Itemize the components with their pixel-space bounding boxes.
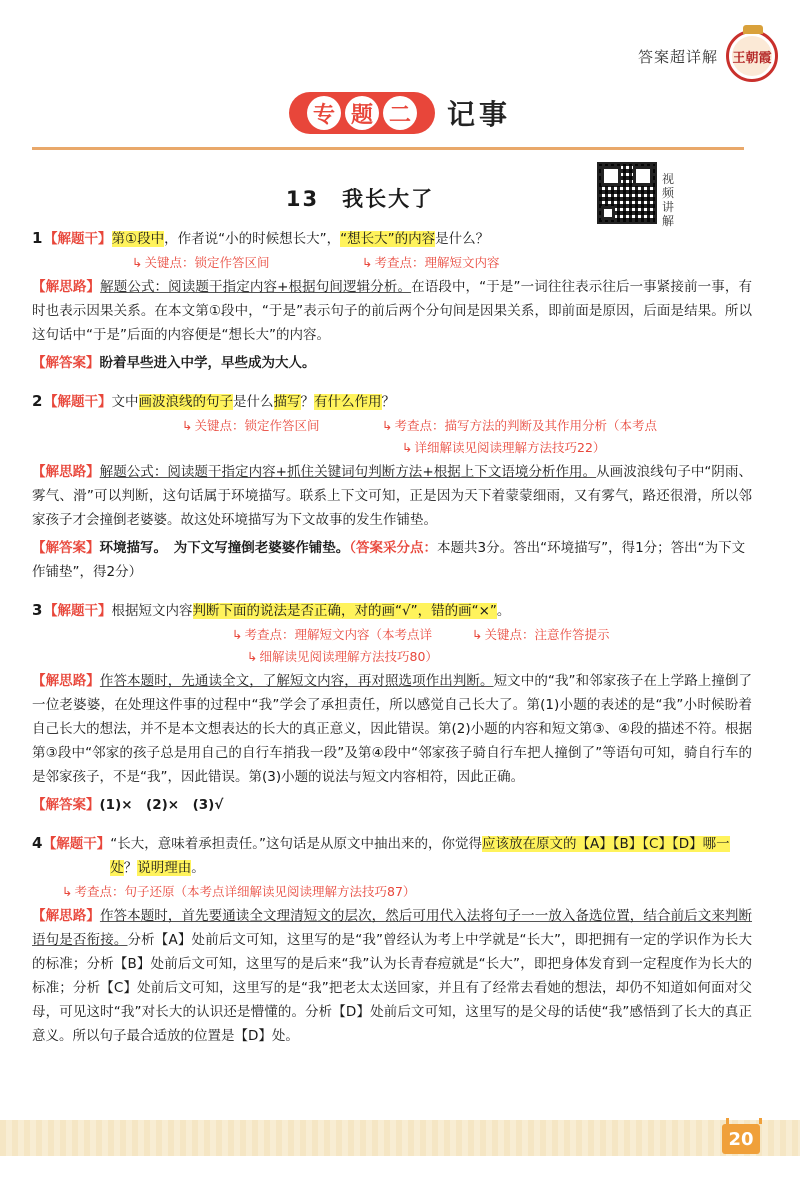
lesson-title: 13 我长大了 [285, 187, 435, 211]
annotation-row [32, 251, 752, 273]
header-rule [32, 147, 744, 150]
solution-answer [32, 536, 752, 584]
question-number: 3 [32, 601, 43, 619]
stem-text: ？ [381, 394, 395, 410]
answer-text: 盼着早些进入中学，早些成为大人。 [99, 355, 316, 371]
answer-tag: 【解答案】 [32, 540, 100, 556]
stem-text: ？ [300, 394, 314, 410]
stem-text: ，作者说“小的时候想长大”， [164, 231, 341, 247]
reasoning-text: 分析【A】处前后文可知，这里写的是“我”曾经认为考上中学就是“长大”，即把拥有一定的学识作为长大的标准；分析【B】处前后文可知，这里写的是后来“我”认为长青春痘就是“长大”，即把身体发育到一定程度作为长大的标准；分析【C】处前后文可知，这里写的是“我”把老太太送回家，并且有了经常去看她的想法，却仍不知道如何面对父母，可见这时“我”对长大的认识还是懵懂的。分析【D】处前后文可知，这里写的是父母的话使“我”感悟到了长大的真正意义。所以句子最合适放的位置是【D】处。 [32, 932, 752, 1044]
qr-label: 视频讲解 [662, 172, 675, 228]
unit-badge-char-1: 专 [307, 96, 341, 130]
answer-text: 环境描写。 为下文写撞倒老婆婆作铺垫。 [99, 540, 350, 556]
unit-title [0, 92, 800, 134]
annotation: ↳ 关键点：锁定作答区间 [132, 251, 270, 275]
stem-tag: 【解题干】 [42, 836, 111, 852]
question-number: 2 [32, 392, 43, 410]
key-phrase: 第①段中 [111, 231, 165, 247]
stem-text: 文中 [111, 394, 139, 410]
question-4 [32, 831, 752, 1048]
annotation: ↳ 细解读见阅读理解方法技巧80） [247, 645, 438, 669]
annotation-row [32, 623, 752, 645]
key-phrase: “想长大”的内容 [340, 231, 436, 247]
think-tag: 【解思路】 [32, 908, 100, 924]
stem-text: 。 [496, 603, 511, 619]
key-phrase: 判断下面的说法是否正确，对的画“√”，错的画“×” [192, 603, 497, 619]
question-1 [32, 226, 752, 375]
annotation: ↳ 考查点：句子还原（本考点详细解读见阅读理解方法技巧87） [62, 880, 415, 904]
key-phrase: 说明理由 [137, 860, 192, 876]
answer-tag: 【解答案】 [32, 355, 100, 371]
key-phrase: 画波浪线的句子 [138, 394, 233, 410]
think-tag: 【解思路】 [32, 279, 101, 295]
stem-text: 根据短文内容 [111, 603, 193, 619]
annotation-row [32, 414, 752, 436]
question-stem [32, 389, 752, 414]
reasoning-text: 短文中的“我”和邻家孩子在上学路上撞倒了一位老婆婆，在处理这件事的过程中“我”学会了承担责任，所以感觉自己长大了。第(1)小题的表述的是“我”小时候盼着自己长大的想法，并不是本文想表达的长大的真正意义，因此错误。第(2)小题的内容和短文第③、④段的描述不符。根据第③段中“邻家的孩子总是用自己的自行车捎我一段”及第④段中“邻家孩子骑自行车把人撞倒了”等语句可知，骑自行车的是邻家孩子，不是“我”，因此错误。第(3)小题的说法与短文内容相符，因此正确。 [32, 673, 753, 785]
answer-text: (1)× (2)× (3)√ [99, 797, 224, 813]
score-tag: （答案采分点： [349, 540, 437, 556]
unit-title-text: 记事 [446, 98, 511, 131]
publisher-seal [726, 30, 778, 82]
solution-reasoning [32, 275, 752, 347]
question-number: 1 [32, 229, 43, 247]
formula: 解题公式：阅读题干指定内容+根据句间逻辑分析。 [100, 279, 412, 295]
answer-tag: 【解答案】 [32, 797, 100, 813]
annotation: ↳ 考查点：理解短文内容 [362, 251, 500, 275]
unit-badge [289, 92, 435, 134]
qr-code-icon[interactable] [597, 162, 657, 224]
solution-reasoning [32, 460, 752, 532]
key-phrase: 描写 [273, 394, 301, 410]
answer-content [32, 226, 752, 1056]
footer-band [0, 1120, 800, 1156]
annotation: ↳ 关键点：注意作答提示 [472, 623, 610, 647]
formula: 作答本题时，先通读全文，了解短文内容，再对照选项作出判断。 [99, 673, 494, 689]
key-phrase: 应该放在原文的【A】【B】【C】【D】哪一处 [110, 836, 730, 876]
formula: 解题公式：阅读题干指定内容+抓住关键词句判断方法+根据上下文语境分析作用。 [99, 464, 597, 480]
annotation: ↳ 关键点：锁定作答区间 [182, 414, 320, 438]
stem-text: 是什么 [233, 394, 274, 410]
unit-badge-char-2: 题 [345, 96, 379, 130]
score-text: 本题共3分。答出“环境描写”，得1分；答出“为下文作铺垫”，得2分） [32, 540, 746, 580]
stem-tag: 【解题干】 [44, 231, 112, 247]
header-caption: 答案超详解 [637, 47, 718, 66]
stem-text: “长大，意味着承担责任。”这句话是从原文中抽出来的，你觉得 [110, 836, 483, 852]
think-tag: 【解思路】 [32, 673, 100, 689]
solution-answer [32, 351, 752, 375]
reasoning-text: 在语段中，“于是”一词往往表示往后一事紧接前一事，有时也表示因果关系。在本文第①段中，“于是”表示句子的前后两个分句间是因果关系，即前面是原因，后面是结果。所以这句话中“于是”后面的内容便是“想长大”的内容。 [32, 279, 752, 343]
question-2 [32, 389, 752, 584]
solution-reasoning [32, 669, 752, 789]
question-stem [32, 598, 752, 623]
annotation: ↳ 考查点：描写方法的判断及其作用分析（本考点 [382, 414, 657, 438]
page-number: 20 [722, 1124, 760, 1154]
stem-text: ？ [123, 860, 138, 876]
question-3 [32, 598, 752, 817]
question-number: 4 [32, 834, 43, 852]
stem-tag: 【解题干】 [44, 603, 112, 619]
formula: 作答本题时，首先要通读全文理清短文的层次，然后可用代入法将句子一一放入备选位置，结合前后文来判断语句是否衔接。 [32, 908, 753, 948]
solution-answer [32, 793, 752, 817]
annotation: ↳ 详细解读见阅读理解方法技巧22） [402, 436, 605, 460]
question-stem [32, 226, 752, 251]
seal-text: 王朝霞 [732, 36, 772, 76]
solution-reasoning [32, 904, 752, 1048]
stem-tag: 【解题干】 [44, 394, 112, 410]
stem-text: 是什么？ [435, 231, 490, 247]
annotation-row [32, 645, 752, 667]
unit-badge-char-3: 二 [383, 96, 417, 130]
annotation-row [32, 436, 752, 458]
question-stem [32, 831, 752, 880]
header-right [638, 30, 778, 82]
reasoning-text: 从画波浪线句子中“阴雨、雾气、滑”可以判断，这句话属于环境描写。联系上下文可知，正是因为天下着蒙蒙细雨，又有雾气，路还很滑，所以邻家孩子才会撞倒老婆婆。故这处环境描写为下文故事的发生作铺垫。 [32, 464, 753, 528]
think-tag: 【解思路】 [32, 464, 100, 480]
annotation-row [32, 880, 752, 902]
annotation: ↳ 考查点：理解短文内容（本考点详 [232, 623, 432, 647]
seal-ribbon [743, 25, 763, 34]
key-phrase: 有什么作用 [314, 394, 382, 410]
stem-text: 。 [191, 860, 205, 876]
